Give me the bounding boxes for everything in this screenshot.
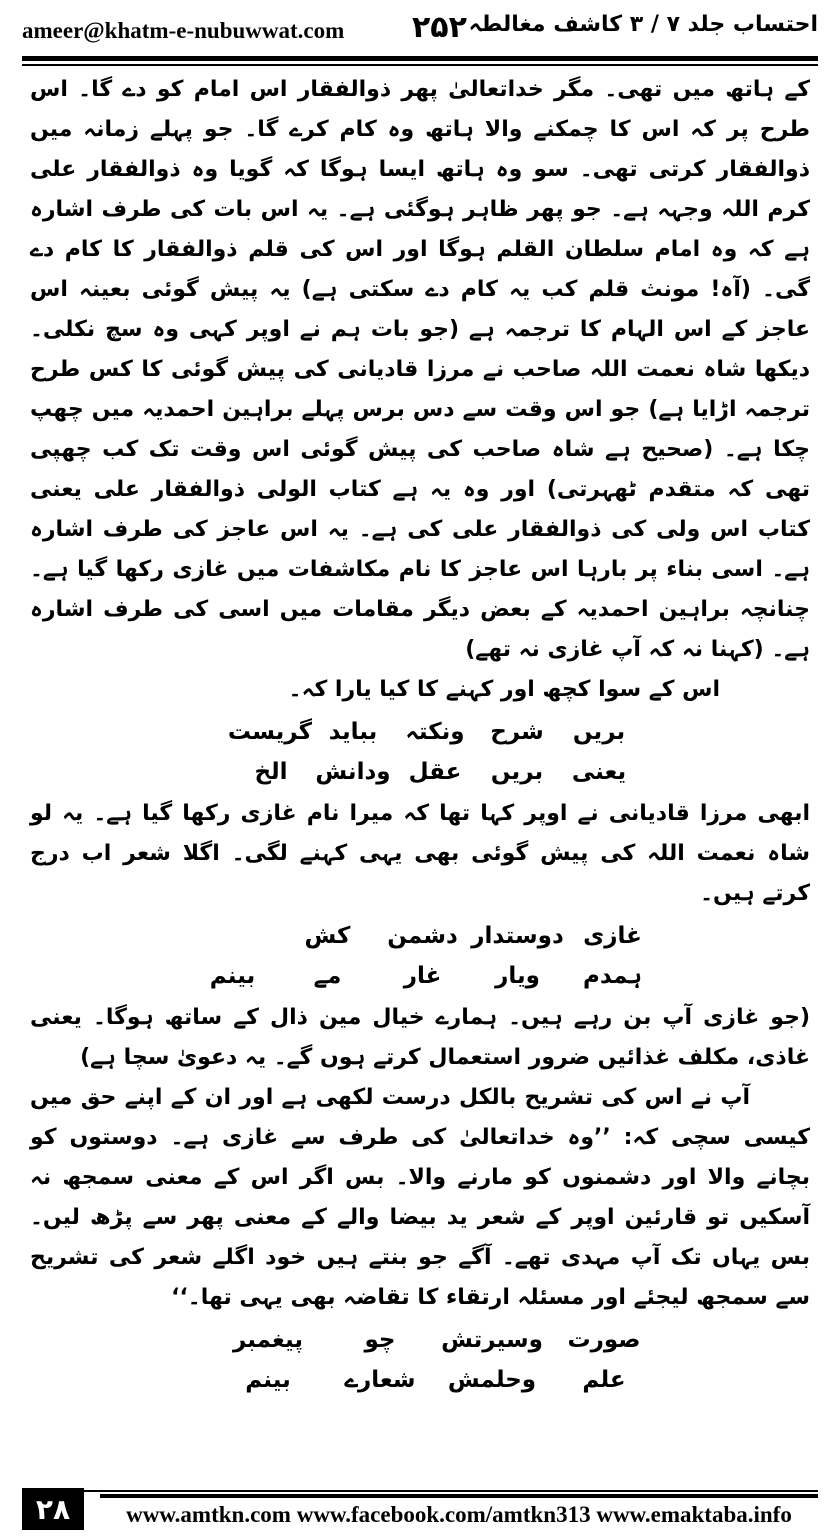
verse-word: بریں — [572, 719, 626, 745]
verse-2-line-1 — [30, 916, 660, 956]
verse-word: وحلمش — [447, 1367, 537, 1393]
verse-word: علم — [582, 1367, 626, 1393]
page-body — [30, 70, 810, 1402]
verse-1-line-1 — [30, 712, 640, 752]
header-rule-thick — [22, 56, 818, 61]
verse-word: بریں — [490, 759, 544, 785]
verse-word: بینم — [245, 1367, 291, 1393]
verse-word: بباید — [328, 719, 378, 745]
verse-3-line-1 — [30, 1320, 660, 1360]
verse-word: وسیرتش — [441, 1327, 543, 1353]
footer-links: www.amtkn.com www.facebook.com/amtkn313 www.emaktaba.info — [126, 1502, 792, 1527]
paragraph-3: ابھی مرزا قادیانی نے اوپر کہا تھا کہ میرا نام غازی رکھا گیا ہے۔ یہ لو شاہ نعمت اللہ کی پیش گوئی بھی یہی کہنے لگی۔ اگلا شعر اب درج کرتے ہیں۔ — [30, 801, 810, 906]
verse-3-line-2 — [30, 1360, 660, 1400]
verse-2 — [30, 916, 810, 996]
verse-word: پیغمبر — [232, 1327, 304, 1353]
verse-1-line-2 — [30, 752, 640, 792]
verse-word: ودانش — [315, 759, 391, 785]
verse-1 — [30, 712, 810, 792]
verse-word: گریست — [227, 719, 312, 745]
verse-word: بینم — [209, 963, 256, 989]
verse-word: یعنی — [571, 759, 627, 785]
verse-word: صورت — [567, 1327, 641, 1353]
header-email: ameer@khatm-e-nubuwwat.com — [22, 18, 345, 43]
verse-word: دشمن — [387, 923, 458, 949]
footer-rule-thick — [100, 1494, 818, 1498]
paragraph-1: کے ہاتھ میں تھی۔ مگر خداتعالیٰ پھر ذوالفقار اس امام کو دے گا۔ اس طرح پر کہ اس کا چمکنے والا ہاتھ وہ کام کرے گا۔ جو پہلے زمانہ میں ذوالفقار کرتی تھی۔ سو وہ ہاتھ ایسا ہوگا کہ گویا وہ ذوالفقار علی کرم اللہ وجہہ ہے۔ جو پھر ظاہر ہوگئی ہے۔ یہ اس بات کی طرف اشارہ ہے کہ وہ امام سلطان القلم ہوگا اور اس کی قلم ذوالفقار کا کام دے گی۔ (آہ! مونث قلم کب یہ کام دے سکتی ہے) یہ پیش گوئی بعینہ اس عاجز کے اس الہام کا ترجمہ ہے (جو بات ہم نے اوپر کہی وہ سچ نکلی۔ دیکھا شاہ نعمت اللہ صاحب نے مرزا قادیانی کی پیش گوئی کا کس طرح ترجمہ اڑایا ہے) جو اس وقت سے دس برس پہلے براہین احمدیہ میں چھپ چکا ہے۔ (صحیح ہے شاہ صاحب کی پیش گوئی اس وقت تک کب چھپی تھی کہ متقدم ٹھہرتی) اور وہ یہ ہے کتاب الولی ذوالفقار علی یعنی کتاب اس ولی کی ذوالفقار علی کی ہے۔ یہ اس عاجز کی طرف اشارہ ہے۔ اسی بناء پر بارہا اس عاجز کا نام مکاشفات میں غازی رکھا گیا ہے۔ چنانچہ براہین احمدیہ کے بعض دیگر مقامات میں اسی کی طرف اشارہ ہے۔ (کہنا نہ کہ آپ غازی نہ تھے) — [30, 77, 810, 662]
verse-word: شرح — [490, 719, 544, 745]
verse-word: غازی — [583, 923, 642, 949]
verse-word: چو — [364, 1327, 396, 1353]
footer-page-number: ۲۸ — [22, 1488, 84, 1530]
verse-word: دوستدار — [471, 923, 564, 949]
verse-word: الخ — [254, 759, 288, 785]
verse-word: عقل — [408, 759, 462, 785]
header-page-number: ۲۵۲ — [412, 10, 467, 45]
verse-3 — [30, 1320, 810, 1400]
paragraph-4: (جو غازی آپ بن رہے ہیں۔ ہمارے خیال مین ذال کے ساتھ ہوگا۔ یعنی غاذی، مکلف غذائیں ضرور استعمال کرتے ہوں گے۔ یہ دعویٰ سچا ہے) — [30, 1005, 810, 1070]
paragraph-5: آپ نے اس کی تشریح بالکل درست لکھی ہے اور ان کے اپنے حق میں کیسی سچی کہ: ’’وہ خداتعالیٰ کی طرف سے غازی ہے۔ دوستوں کو بچانے والا اور دشمنوں کو مارنے والا۔ بس اگر اس کے معنی سمجھ نہ آسکیں تو قارئین اوپر کے شعر ید بیضا والے کے معنی پھر سے پڑھ لیں۔ بس یہاں تک آپ مہدی تھے۔ آگے جو بنتے ہیں خود اگلے شعر کی تشریح سے سمجھ لیجئے اور مسئلہ ارتقاء کا تقاضہ بھی یہی تھا۔‘‘ — [30, 1085, 810, 1310]
verse-word: غار — [403, 963, 442, 989]
footer-rule-thin — [22, 1490, 818, 1492]
header-title: احتساب جلد ۷ / ۳ کاشف مغالطہ — [468, 12, 818, 37]
verse-word: ہمدم — [582, 963, 643, 989]
verse-2-line-2 — [30, 956, 660, 996]
verse-word: کش — [304, 923, 351, 949]
verse-word: شعارے — [344, 1367, 416, 1393]
verse-word: مے — [313, 963, 342, 989]
header-rule-thin — [22, 64, 818, 66]
paragraph-2: اس کے سوا کچھ اور کہنے کا کیا یارا کہ۔ — [288, 677, 720, 702]
page-header — [22, 8, 818, 52]
verse-word: ویار — [495, 963, 540, 989]
verse-word: ونکتہ — [405, 719, 465, 745]
